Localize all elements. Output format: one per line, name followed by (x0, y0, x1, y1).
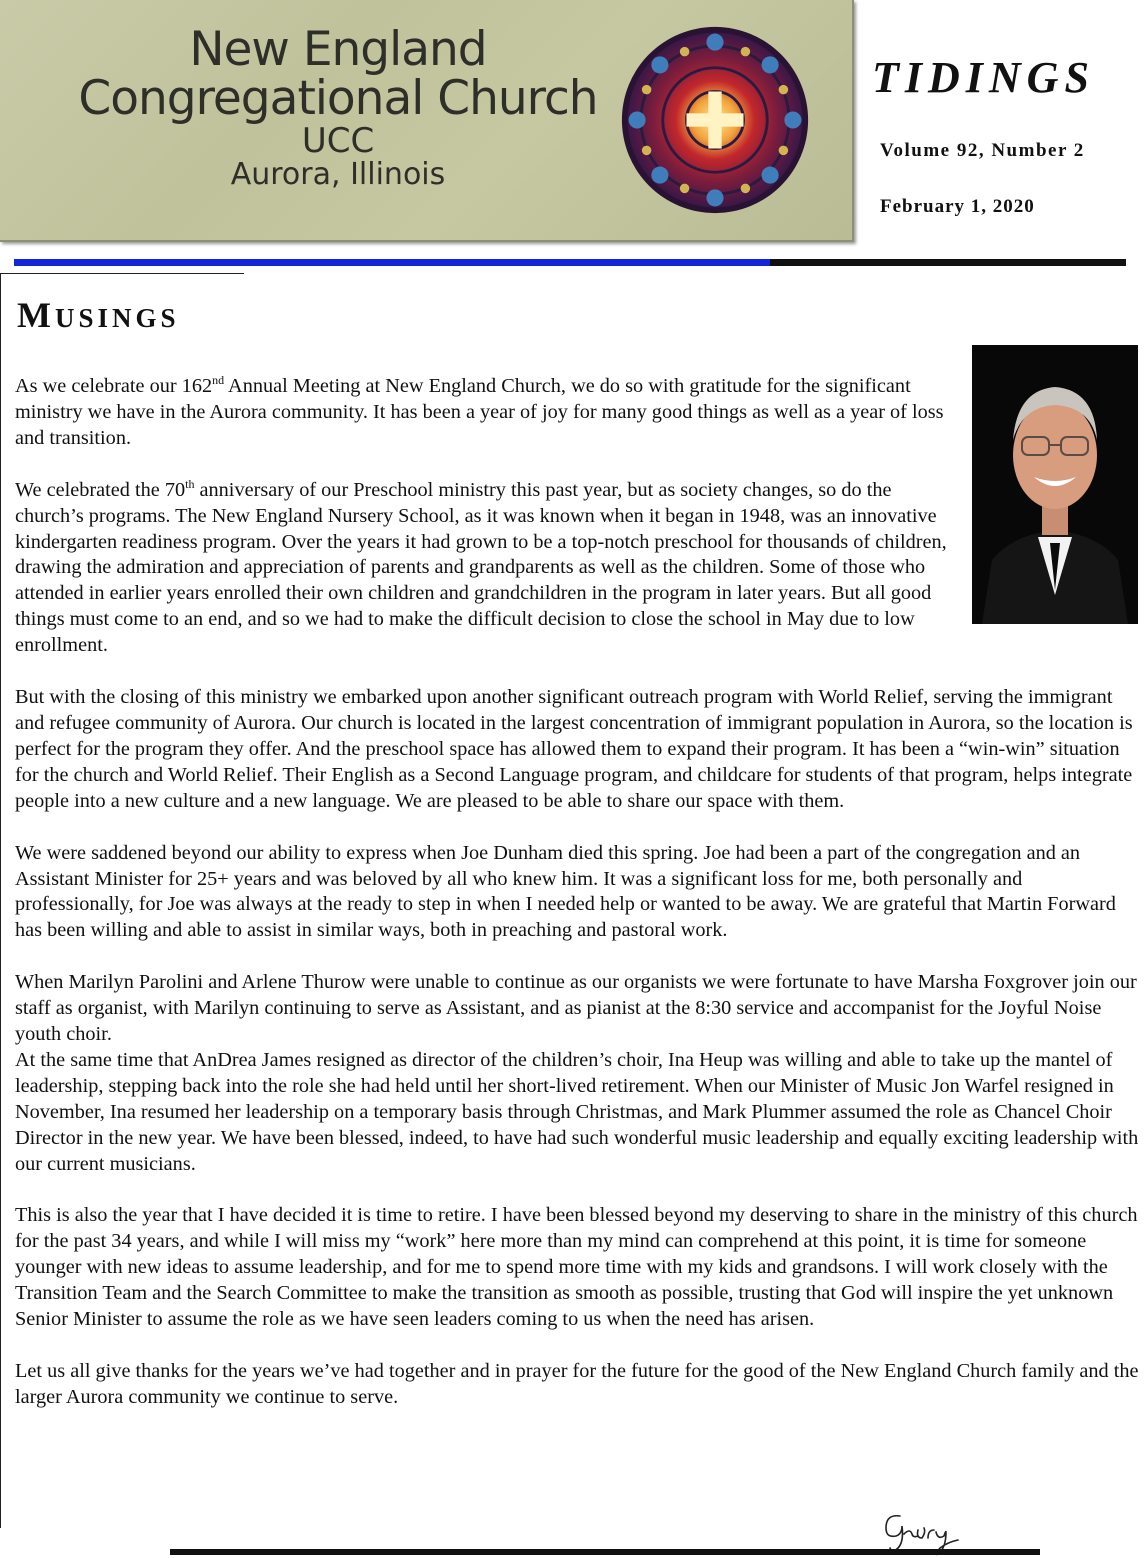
paragraph: But with the closing of this ministry we embarked upon another significant outreach program with World Relief, serving the immigrant and refugee community of Aurora. Our church is located in the largest concentration of immigrant population in Aurora, so the location is perfect for the program they offer. And the preschool space has allowed them to expand their program. It has been a “win-win” situation for the church and World Relief. Their English as a Second Language program, and childcare for students of that program, helps integrate people into a new culture and a new language. We are pleased to be able to share our space with them. (15, 686, 1133, 812)
masthead-banner (0, 0, 854, 242)
article-body (15, 374, 1140, 1437)
church-name-line2: Congregational Church (78, 71, 598, 126)
newsletter-title: TIDINGS (872, 53, 1095, 102)
header-rule-blue (14, 259, 770, 266)
denomination: UCC (301, 121, 375, 161)
paragraph: We celebrated the 70th anniversary of our Preschool ministry this past year, but as society changes, so do the church’s programs. The New England Nursery School, as it was known when it began in 1948, was an innovative kindergarten readiness program. Over the years it had grown to be a top-notch preschool for thousands of children, drawing the admiration and appreciation of parents and grandparents as well as the children. Some of those who attended in earlier years enrolled their own children and grandchildren in the program in later years. But all good things must come to an end, and so we had to make the difficult decision to close the school in May due to low enrollment. (15, 476, 947, 657)
paragraph: This is also the year that I have decided it is time to retire. I have been blessed beyond my deserving to share in the ministry of this church for the past 34 years, and while I will miss my “work” here more than my mind can comprehend at this point, it is time for someone younger with new ideas to assume leadership, and for me to spend more time with my kids and grandsons. I will work closely with the Transition Team and the Search Committee to make the transition as smooth as possible, trusting that God will inspire the yet unknown Senior Minister to assume the role as we have seen leaders coming to us when the need has arisen. (15, 1204, 1138, 1331)
paragraph: We were saddened beyond our ability to express when Joe Dunham died this spring. Joe had been a part of the congregation and an Assistant Minister for 25+ years and was beloved by all who knew him. It was a significant loss for me, both personally and professionally, for Joe was always at the ready to step in when I needed help or wanted to be away. We are grateful that Martin Forward has been willing and able to assist in similar ways, both in preaching and pastoral work. (15, 841, 1116, 942)
church-location: Aurora, Illinois (230, 157, 446, 192)
paragraph: At the same time that AnDrea James resigned as director of the children’s choir, Ina Heup was willing and able to take up the mantel of leadership, stepping back into the role she had held until her short-lived retirement. When our Minister of Music Jon Warfel resigned in November, Ina resumed her leadership on a temporary basis through Christmas, and Mark Plummer assumed the role as Chancel Choir Director in the new year. We have been blessed, indeed, to have had such wonderful music leadership and equally exciting leadership with our current musicians. (15, 1048, 1139, 1175)
paragraph: Let us all give thanks for the years we’ve had together and in prayer for the future for the good of the New England Church family and the larger Aurora community we continue to serve. (15, 1360, 1139, 1408)
church-name-line1: New England (189, 22, 487, 77)
issue-date: February 1, 2020 (880, 196, 1035, 217)
paragraph: As we celebrate our 162nd Annual Meeting at New England Church, we do so with gratitude for the significant ministry we have in the Aurora community. It has been a year of joy for many good things as well as a year of loss and transition. (15, 373, 944, 449)
section-left-rule (0, 273, 1, 1528)
section-heading-initial: M (17, 295, 55, 335)
church-name (78, 22, 598, 192)
header-rule-black (770, 259, 1126, 266)
section-heading (17, 294, 180, 336)
section-heading-rest: USINGS (54, 303, 180, 333)
footer-rule (170, 1549, 1040, 1555)
section-top-rule (0, 273, 244, 274)
paragraph: When Marilyn Parolini and Arlene Thurow were unable to continue as our organists we were fortunate to have Marsha Foxgrover join our staff as organist, with Marilyn continuing to serve as Assistant, and as pianist at the 8:30 service and accompanist for the Joyful Noise youth choir. (15, 971, 1137, 1046)
volume-number: Volume 92, Number 2 (880, 140, 1085, 161)
stained-glass-window-image (620, 25, 810, 215)
